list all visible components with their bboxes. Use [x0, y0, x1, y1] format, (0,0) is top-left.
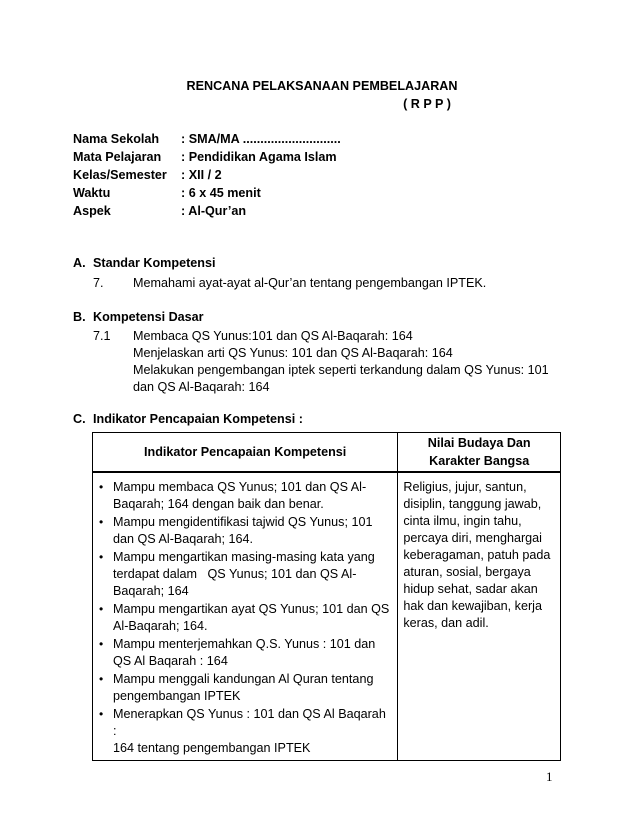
indicator-line: Mampu mengidentifikasi tajwid QS Yunus; 101 [113, 515, 373, 529]
list-item [99, 636, 391, 670]
values-line: cinta ilmu, ingin tahu, [403, 514, 522, 528]
bullet-icon: • [99, 602, 104, 616]
info-value: : XII / 2 [181, 168, 222, 182]
section-b-heading [73, 310, 204, 324]
section-title: Kompetensi Dasar [93, 310, 204, 324]
indicator-line: dan QS Al-Baqarah; 164. [113, 532, 254, 546]
values-line: aturan, sosial, bergaya [403, 565, 531, 579]
info-value: : 6 x 45 menit [181, 186, 261, 200]
bullet-icon: • [99, 672, 104, 686]
indicator-line: Mampu menterjemahkan Q.S. Yunus : 101 dan [113, 637, 376, 651]
info-label: Kelas/Semester [73, 168, 167, 182]
competency-line: Membaca QS Yunus:101 dan QS Al-Baqarah: 164 [133, 329, 413, 343]
title-line2: ( R P P ) [403, 97, 451, 111]
indicator-line: terdapat dalam QS Yunus; 101 dan QS Al- [113, 567, 357, 581]
item-number: 7.1 [93, 329, 111, 343]
section-letter: A. [73, 256, 86, 270]
header-values-line: Nilai Budaya Dan [427, 436, 531, 450]
indicator-line: Mampu mengartikan masing-masing kata yang [113, 550, 375, 564]
bullet-icon: • [99, 707, 104, 721]
section-title: Indikator Pencapaian Kompetensi : [93, 412, 303, 426]
info-label: Nama Sekolah [73, 132, 160, 146]
competency-item [93, 328, 553, 396]
values-line: keras, dan adil. [403, 616, 489, 630]
section-letter: B. [73, 310, 86, 324]
list-item [99, 479, 391, 513]
table-row [93, 472, 561, 761]
info-label: Waktu [73, 186, 111, 200]
section-letter: C. [73, 412, 86, 426]
indicator-line: Al-Baqarah; 164. [113, 619, 208, 633]
indicator-list [99, 479, 391, 757]
indicator-line: Mampu membaca QS Yunus; 101 dan QS Al- [113, 480, 367, 494]
table-header-row [93, 433, 561, 473]
indicator-line: Baqarah; 164 [113, 584, 189, 598]
indicator-table [92, 432, 561, 761]
indicator-line: 164 tentang pengembangan IPTEK [113, 741, 311, 755]
indicator-line: Mampu mengartikan ayat QS Yunus; 101 dan QS [113, 602, 390, 616]
info-label: Aspek [73, 204, 111, 218]
header-values-line: Karakter Bangsa [429, 454, 530, 468]
bullet-icon: • [99, 637, 104, 651]
page-number: 1 [546, 769, 553, 784]
competency-line: Menjelaskan arti QS Yunus: 101 dan QS Al-Baqarah: 164 [133, 346, 453, 360]
info-row-aspect [73, 202, 341, 220]
info-value: : SMA/MA ............................ [181, 132, 341, 146]
bullet-icon: • [99, 480, 104, 494]
list-item [99, 706, 391, 757]
item-number: 7. [93, 276, 104, 290]
values-line: keberagaman, patuh pada [403, 548, 551, 562]
info-row-class [73, 166, 341, 184]
section-title: Standar Kompetensi [93, 256, 216, 270]
info-row-subject [73, 148, 341, 166]
values-line: Religius, jujur, santun, [403, 480, 527, 494]
info-value: : Al-Qur’an [181, 204, 247, 218]
table-header-indicator: Indikator Pencapaian Kompetensi [93, 433, 398, 473]
title-line1: RENCANA PELAKSANAAN PEMBELAJARAN [186, 79, 458, 93]
indicator-line: QS Al Baqarah : 164 [113, 654, 228, 668]
info-label: Mata Pelajaran [73, 150, 162, 164]
indicator-line: pengembangan IPTEK [113, 689, 241, 703]
list-item [99, 549, 391, 600]
info-row-time [73, 184, 341, 202]
info-value: : Pendidikan Agama Islam [181, 150, 337, 164]
values-line: disiplin, tanggung jawab, [403, 497, 542, 511]
section-c-heading [73, 412, 303, 426]
bullet-icon: • [99, 550, 104, 564]
list-item [99, 671, 391, 705]
section-a-heading [73, 256, 215, 270]
info-row-school [73, 130, 341, 148]
indicator-line: Mampu menggali kandungan Al Quran tentang [113, 672, 374, 686]
document-subtitle [0, 97, 638, 111]
competency-line: dan QS Al-Baqarah: 164 [133, 380, 270, 394]
competency-line: Melakukan pengembangan iptek seperti terkandung dalam QS Yunus: 101 [133, 363, 549, 377]
document-title [0, 79, 638, 93]
values-line: hak dan kewajiban, kerja [403, 599, 542, 613]
identity-block [73, 130, 341, 220]
item-text: Memahami ayat-ayat al-Qur’an tentang pengembangan IPTEK. [133, 276, 487, 290]
bullet-icon: • [99, 515, 104, 529]
values-line: percaya diri, menghargai [403, 531, 542, 545]
list-item [99, 601, 391, 635]
standard-item [93, 275, 553, 292]
indicator-line: Menerapkan QS Yunus : 101 dan QS Al Baqarah : [113, 707, 386, 738]
values-cell [398, 472, 561, 761]
list-item [99, 514, 391, 548]
indicator-line: Baqarah; 164 dengan baik dan benar. [113, 497, 324, 511]
values-line: hidup sehat, sadar akan [403, 582, 538, 596]
table-header-values [398, 433, 561, 473]
indicator-cell [93, 472, 398, 761]
